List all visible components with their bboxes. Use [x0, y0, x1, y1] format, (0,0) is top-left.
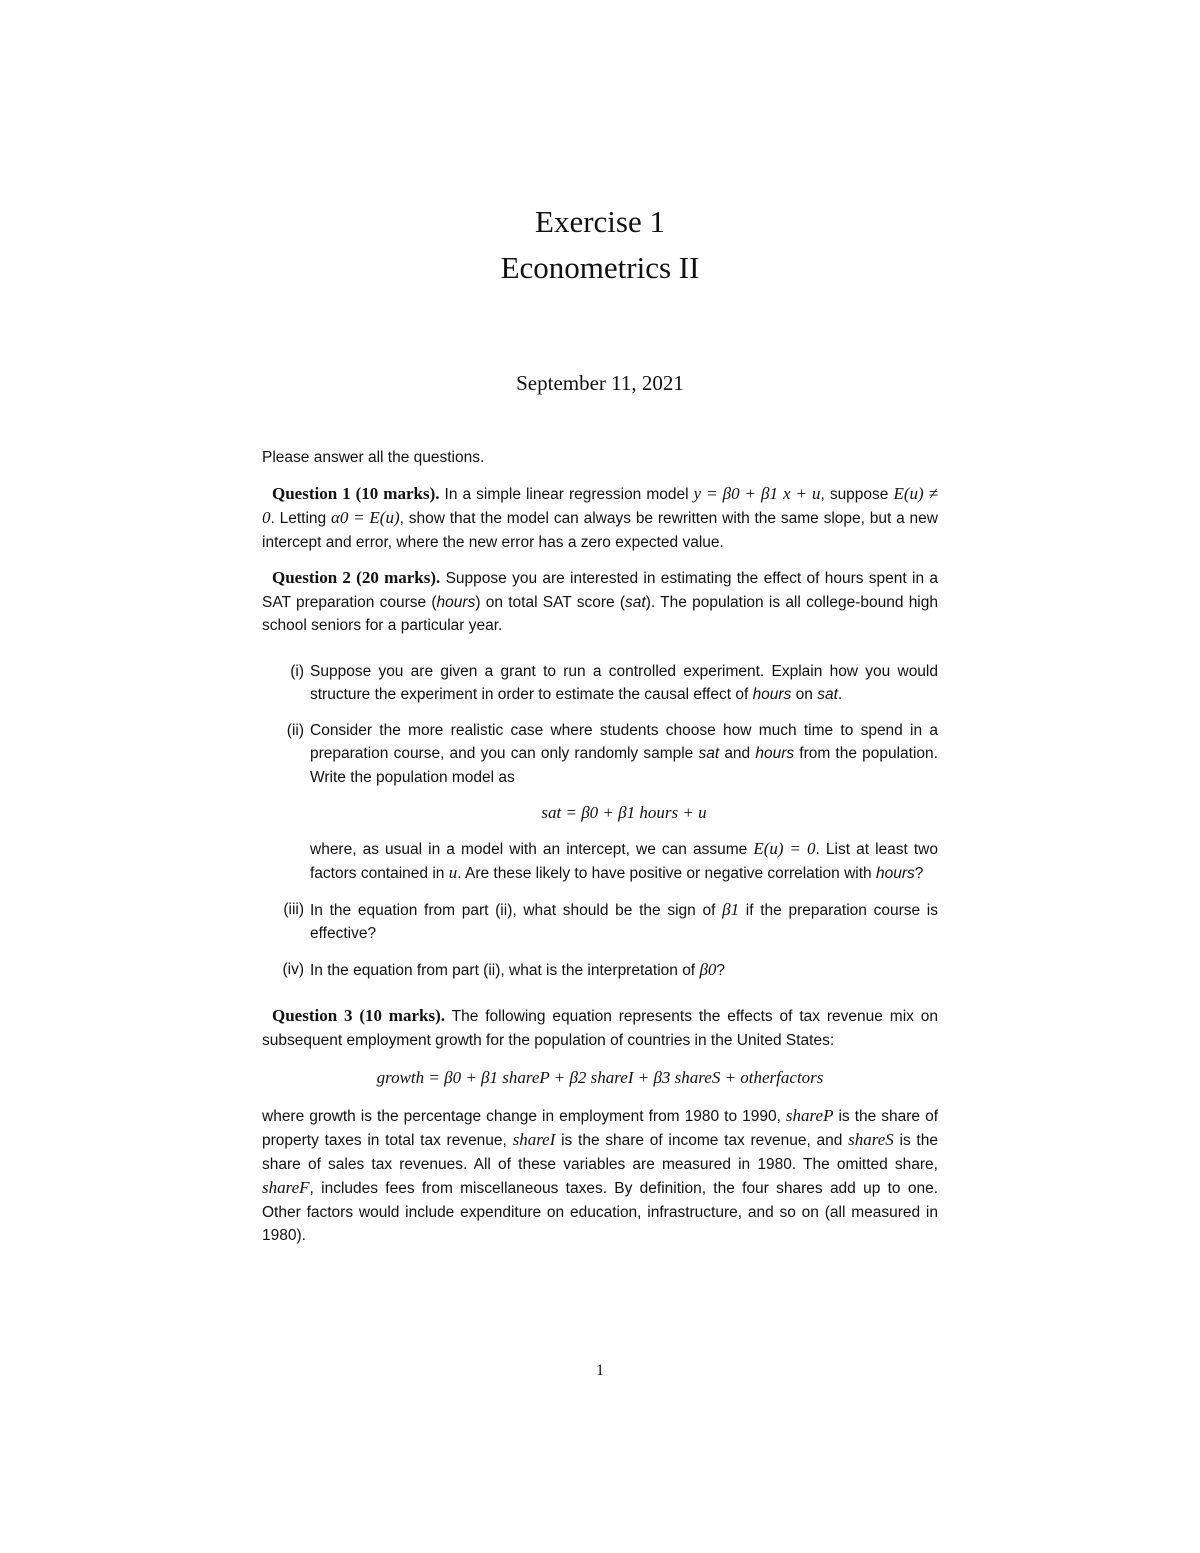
course-title: Econometrics II	[500, 250, 700, 285]
question-1: Question 1 (10 marks). In a simple linear regression model y = β0 + β1 x + u, suppose E(u) ≠ 0. Letting α0 = E(u), show that the model can always be rewritten with the same slope, but a new intercept and error, where the new error has a zero expected value.	[262, 483, 938, 551]
question-1-model-equation: y = β0 + β1 x + u	[693, 483, 821, 503]
population-model-equation: sat = β0 + β1 hours + u	[541, 803, 707, 822]
growth-equation: growth = β0 + β1 shareP + β2 shareI + β3 shareS + otherfactors	[376, 1068, 824, 1087]
intro-text: Please answer all the questions.	[262, 449, 485, 466]
page-title: Exercise 1	[535, 204, 665, 239]
page-number: 1	[596, 1362, 604, 1379]
question-2-part-ii: (ii) Consider the more realistic case where students choose how much time to spend in a preparation course, and you can only randomly sample sat and hours from the population. Write the population model as sat = β0 + β1 hours + u where, as usual in a model with an intercept, we can assume E(u) = 0. List at least two factors contained in u. Are these likely to have positive or negative correlation with hours?	[286, 721, 938, 882]
question-2-part-iii: (iii) In the equation from part (ii), what should be the sign of β1 if the preparation course is effective?	[283, 899, 938, 942]
question-2: Question 2 (20 marks). Suppose you are interested in estimating the effect of hours spent in a SAT preparation course (hours) on total SAT score (sat). The population is all college-bound high school seniors for a particular year.	[262, 568, 939, 634]
question-1-alpha-definition: α0 = E(u)	[331, 508, 400, 527]
question-2-heading: Question 2 (20 marks).	[272, 568, 441, 587]
date: September 11, 2021	[516, 371, 684, 395]
question-1-heading: Question 1 (10 marks).	[272, 483, 440, 503]
document-body	[262, 446, 938, 1248]
question-2-part-i: (i) Suppose you are given a grant to run a controlled experiment. Explain how you would structure the experiment in order to estimate the causal effect of hours on sat.	[290, 662, 938, 703]
question-1-condition: E(u) ≠ 0	[262, 483, 938, 527]
question-3-heading: Question 3 (10 marks).	[272, 1006, 445, 1025]
question-3-continued: where growth is the percentage change in employment from 1980 to 1990, shareP is the share of property taxes in total tax revenue, shareI is the share of income tax revenue, and shareS is the share of sales tax revenues. All of these variables are measured in 1980. The omitted share, shareF, includes fees from miscellaneous taxes. By definition, the four shares add up to one. Other factors would include expenditure on education, infrastructure, and so on (all measured in 1980).	[262, 1105, 939, 1244]
question-2-parts	[262, 660, 938, 983]
question-2-part-iv: (iv) In the equation from part (ii), what is the interpretation of β0?	[282, 959, 726, 979]
question-3: Question 3 (10 marks). The following equation represents the effects of tax revenue mix on subsequent employment growth for the population of countries in the United States:	[262, 1006, 939, 1049]
